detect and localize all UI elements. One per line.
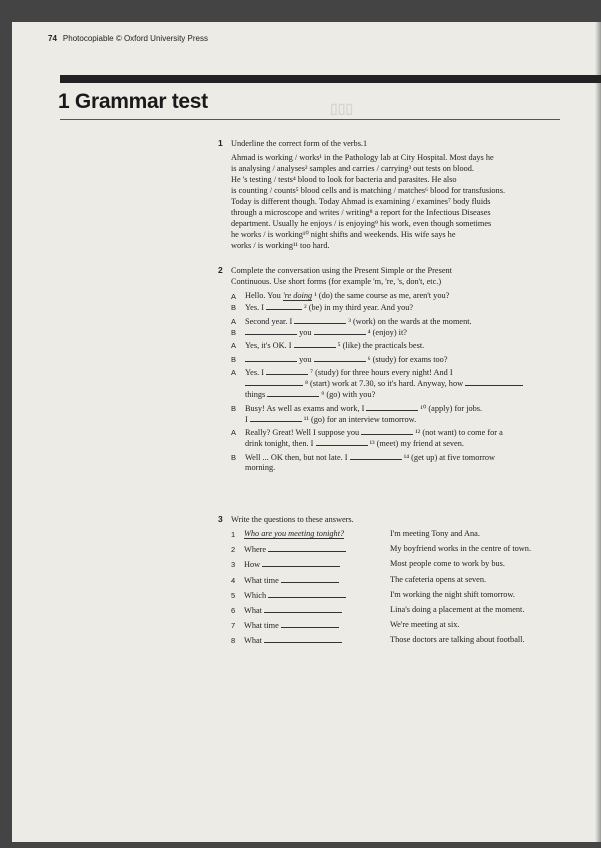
answer-text: Lina's doing a placement at the moment.	[390, 605, 525, 614]
paragraph-line: he works / is working¹⁰ night shifts and weekends. His wife says he	[231, 230, 456, 239]
answer-text: The cafeteria opens at seven.	[390, 574, 487, 584]
answer-blank[interactable]	[245, 353, 297, 362]
dialogue-text: Yes. I	[245, 368, 267, 377]
example-answer[interactable]: 're doing	[282, 291, 313, 300]
answer-blank[interactable]	[366, 402, 418, 411]
item-number: 4	[231, 575, 236, 585]
question-prompt	[244, 589, 346, 601]
question-start: What time	[244, 621, 281, 631]
dialogue-text: Second year. I	[245, 316, 295, 326]
dialogue-text: ⁹ (go) with you?	[319, 390, 376, 399]
question-blank[interactable]	[281, 574, 339, 583]
dialogue-text: Yes, it's OK. I	[245, 341, 294, 350]
answer-text: My boyfriend works in the centre of town.	[390, 544, 532, 554]
dialogue-line	[245, 290, 449, 301]
dialogue-text: ¹⁰ (apply) for jobs.	[418, 403, 483, 413]
answer-blank[interactable]	[266, 301, 302, 310]
question-blank[interactable]	[268, 589, 346, 598]
dialogue-line	[245, 451, 495, 463]
speaker-label: B	[231, 452, 237, 462]
question-start: What	[244, 606, 265, 615]
paragraph-line: Today is different though. Today Ahmad is examining / examines⁷ body fluids	[231, 197, 491, 206]
bleed-through: ▯▯▯	[330, 100, 354, 116]
dialogue-text: ⁶ (study) for exams too?	[365, 354, 448, 364]
dialogue-text: ⁸ (start) work at 7.30, so it's hard. Anyway, how	[303, 379, 466, 388]
answer-blank[interactable]	[294, 339, 336, 348]
item-number: 6	[231, 606, 236, 615]
paragraph-line: He 's testing / tests⁴ blood to look for bacteria and parasites. He also	[231, 175, 457, 184]
copyright-line: Photocopiable © Oxford University Press	[62, 34, 208, 43]
paragraph-line: through a microscope and writes / writing⁸ a report for the Infectious Diseases	[231, 208, 491, 217]
question-blank[interactable]	[264, 634, 342, 643]
dialogue-text: ¹² (not want) to come for a	[413, 428, 503, 437]
dialogue-text: ¹³ (meet) my friend at seven.	[367, 439, 464, 448]
answer-blank[interactable]	[294, 315, 346, 324]
answer-text: Those doctors are talking about football.	[390, 635, 525, 645]
paragraph-line: department. Usually he enjoys / is enjoying⁹ his work, even though sometimes	[231, 219, 492, 228]
paragraph-line: is analysing / analyses² samples and carries / carrying³ out tests on blood.	[231, 164, 474, 173]
dialogue-line	[245, 339, 424, 351]
paragraph-line: Ahmad is working / works¹ in the Pathology lab at City Hospital. Most days he	[231, 153, 494, 162]
item-number: 3	[231, 560, 236, 570]
paragraph-line: works / is working¹¹ too hard.	[231, 241, 330, 250]
exercise-instruction: Continuous. Use short forms (for example 'm, 're, 's, don't, etc.)	[231, 277, 442, 286]
speaker-label: A	[231, 292, 237, 301]
speaker-label: B	[231, 354, 237, 364]
question-blank[interactable]	[281, 619, 339, 628]
speaker-label: B	[231, 403, 237, 413]
dialogue-text: ⁵ (like) the practicals best.	[335, 341, 425, 350]
answer-text: Most people come to work by bus.	[390, 559, 505, 569]
exercise-instruction: Write the questions to these answers.	[231, 515, 354, 524]
dialogue-text: ¹¹ (go) for an interview tomorrow.	[301, 414, 417, 424]
question-prompt	[244, 604, 342, 616]
speaker-label: A	[231, 368, 237, 377]
answer-blank[interactable]	[361, 426, 413, 435]
dialogue-text: Busy! As well as exams and work, I	[245, 403, 367, 413]
dialogue-line	[245, 301, 413, 313]
dialogue-text: things	[245, 390, 268, 399]
answer-blank[interactable]	[245, 326, 297, 335]
question-prompt	[244, 543, 346, 555]
dialogue-text: ⁷ (study) for three hours every night! And I	[308, 368, 453, 377]
answer-blank[interactable]	[314, 326, 366, 335]
question-prompt	[244, 574, 339, 586]
dialogue-text: ³ (work) on the wards at the moment.	[346, 316, 472, 326]
dialogue-line	[245, 413, 416, 425]
dialogue-text: morning.	[245, 462, 276, 472]
item-number: 1	[231, 530, 236, 539]
dialogue-text: Well ... OK then, but not late. I	[245, 452, 350, 462]
dialogue-text: you	[297, 354, 314, 364]
dialogue-text: I	[245, 414, 250, 424]
answer-blank[interactable]	[350, 451, 402, 460]
item-number: 7	[231, 621, 236, 631]
dialogue-line	[245, 353, 448, 365]
answer-text: I'm meeting Tony and Ana.	[390, 529, 480, 538]
question-start: How	[244, 560, 263, 570]
question-prompt	[244, 634, 342, 646]
speaker-label: A	[231, 428, 237, 437]
dialogue-text: Really? Great! Well I suppose you	[245, 428, 362, 437]
answer-blank[interactable]	[465, 377, 523, 386]
question-start: What	[244, 636, 265, 646]
question-prompt	[244, 528, 344, 539]
exercise-number: 2	[218, 265, 223, 275]
paragraph-line: is counting / counts⁵ blood cells and is matching / matches⁶ blood for transfusions.	[231, 186, 506, 195]
question-blank[interactable]	[268, 543, 346, 552]
speaker-label: B	[231, 303, 237, 312]
exercise-number: 1	[218, 138, 223, 148]
question-start: What time	[244, 575, 281, 585]
exercise-number: 3	[218, 514, 223, 524]
dialogue-text: drink tonight, then. I	[245, 439, 316, 448]
answer-blank[interactable]	[250, 413, 302, 422]
example-question: Who are you meeting tonight?	[244, 529, 345, 538]
answer-blank[interactable]	[316, 437, 368, 446]
question-start: Where	[244, 545, 269, 555]
exercise-instruction: Underline the correct form of the verbs.1	[231, 139, 368, 148]
speaker-label: A	[231, 316, 237, 326]
question-prompt	[244, 619, 339, 631]
dialogue-line	[245, 326, 407, 338]
item-number: 8	[231, 636, 236, 646]
item-number: 5	[231, 590, 236, 600]
answer-blank[interactable]	[245, 377, 303, 386]
answer-blank[interactable]	[266, 366, 308, 375]
answer-text: I'm working the night shift tomorrow.	[390, 589, 515, 599]
question-blank[interactable]	[264, 604, 342, 613]
page-title: 1 Grammar test	[58, 90, 208, 113]
dialogue-line	[245, 437, 464, 449]
dialogue-line	[245, 388, 375, 400]
speaker-label: A	[231, 341, 237, 350]
answer-blank[interactable]	[267, 388, 319, 397]
dialogue-text: ¹⁴ (get up) at five tomorrow	[401, 452, 496, 462]
dialogue-text: ¹ (do) the same course as me, aren't you?	[312, 291, 450, 300]
dialogue-text: ² (be) in my third year. And you?	[302, 303, 414, 312]
speaker-label: B	[231, 327, 237, 337]
item-number: 2	[231, 545, 236, 555]
question-start: Which	[244, 590, 269, 600]
question-prompt	[244, 558, 340, 570]
answer-blank[interactable]	[314, 353, 366, 362]
dialogue-text: you	[297, 327, 314, 337]
answer-text: We're meeting at six.	[390, 620, 460, 630]
dialogue-text: Hello. You	[245, 291, 283, 300]
dialogue-line	[245, 462, 275, 473]
exercise-instruction: Complete the conversation using the Present Simple or the Present	[231, 266, 452, 275]
dialogue-text: ⁴ (enjoy) it?	[365, 327, 407, 337]
dialogue-text: Yes. I	[245, 303, 267, 312]
question-blank[interactable]	[262, 558, 340, 567]
page-number: 74	[48, 34, 57, 43]
